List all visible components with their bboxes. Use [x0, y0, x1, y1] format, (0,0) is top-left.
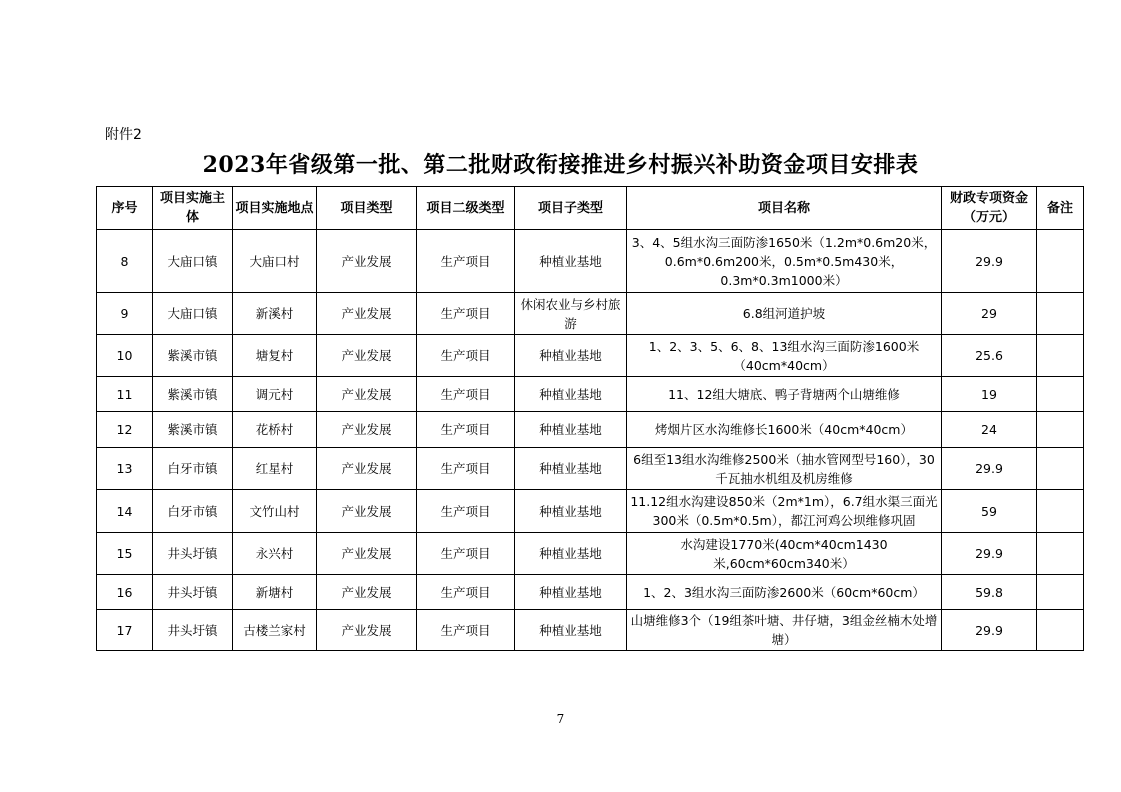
cell-subtype: 种植业基地 — [515, 533, 627, 575]
cell-funds: 59 — [942, 490, 1037, 533]
cell-name: 11、12组大塘底、鸭子背塘两个山塘维修 — [627, 377, 942, 412]
cell-funds: 29.9 — [942, 533, 1037, 575]
cell-subtype: 种植业基地 — [515, 610, 627, 651]
cell-subtype: 休闲农业与乡村旅游 — [515, 293, 627, 335]
cell-name: 6.8组河道护坡 — [627, 293, 942, 335]
cell-subtype2: 生产项目 — [417, 230, 515, 293]
cell-funds: 25.6 — [942, 335, 1037, 377]
cell-no: 12 — [97, 412, 153, 448]
cell-remarks — [1037, 412, 1084, 448]
cell-subtype2: 生产项目 — [417, 610, 515, 651]
cell-subtype2: 生产项目 — [417, 490, 515, 533]
cell-type: 产业发展 — [317, 490, 417, 533]
cell-location: 大庙口村 — [233, 230, 317, 293]
cell-no: 10 — [97, 335, 153, 377]
cell-funds: 29.9 — [942, 610, 1037, 651]
cell-funds: 29.9 — [942, 448, 1037, 490]
cell-location: 调元村 — [233, 377, 317, 412]
cell-funds: 59.8 — [942, 575, 1037, 610]
cell-no: 15 — [97, 533, 153, 575]
cell-subtype: 种植业基地 — [515, 230, 627, 293]
cell-location: 花桥村 — [233, 412, 317, 448]
cell-remarks — [1037, 230, 1084, 293]
cell-no: 9 — [97, 293, 153, 335]
table-row — [97, 490, 1084, 533]
cell-type: 产业发展 — [317, 230, 417, 293]
cell-type: 产业发展 — [317, 448, 417, 490]
cell-subtype2: 生产项目 — [417, 412, 515, 448]
cell-remarks — [1037, 293, 1084, 335]
cell-entity: 井头圩镇 — [153, 533, 233, 575]
cell-remarks — [1037, 575, 1084, 610]
cell-entity: 紫溪市镇 — [153, 377, 233, 412]
table-row — [97, 575, 1084, 610]
cell-funds: 24 — [942, 412, 1037, 448]
cell-type: 产业发展 — [317, 610, 417, 651]
cell-no: 13 — [97, 448, 153, 490]
table-row — [97, 293, 1084, 335]
table-row — [97, 335, 1084, 377]
header-funds: 财政专项资金（万元） — [942, 187, 1037, 230]
cell-subtype2: 生产项目 — [417, 448, 515, 490]
table-row — [97, 377, 1084, 412]
table-row — [97, 533, 1084, 575]
cell-subtype: 种植业基地 — [515, 490, 627, 533]
table-row — [97, 412, 1084, 448]
cell-entity: 大庙口镇 — [153, 293, 233, 335]
cell-entity: 紫溪市镇 — [153, 335, 233, 377]
header-location: 项目实施地点 — [233, 187, 317, 230]
cell-no: 17 — [97, 610, 153, 651]
header-remarks: 备注 — [1037, 187, 1084, 230]
cell-subtype2: 生产项目 — [417, 575, 515, 610]
cell-name: 烤烟片区水沟维修长1600米（40cm*40cm） — [627, 412, 942, 448]
header-type: 项目类型 — [317, 187, 417, 230]
cell-subtype2: 生产项目 — [417, 335, 515, 377]
attachment-label: 附件2 — [105, 127, 142, 143]
cell-remarks — [1037, 610, 1084, 651]
cell-entity: 井头圩镇 — [153, 575, 233, 610]
cell-entity: 紫溪市镇 — [153, 412, 233, 448]
cell-name: 3、4、5组水沟三面防渗1650米（1.2m*0.6m20米，0.6m*0.6m200米，0.5m*0.5m430米，0.3m*0.3m1000米） — [627, 230, 942, 293]
cell-entity: 大庙口镇 — [153, 230, 233, 293]
cell-subtype: 种植业基地 — [515, 377, 627, 412]
cell-type: 产业发展 — [317, 533, 417, 575]
cell-type: 产业发展 — [317, 412, 417, 448]
cell-name: 1、2、3组水沟三面防渗2600米（60cm*60cm） — [627, 575, 942, 610]
table-row — [97, 610, 1084, 651]
cell-remarks — [1037, 490, 1084, 533]
cell-no: 8 — [97, 230, 153, 293]
cell-entity: 白牙市镇 — [153, 490, 233, 533]
header-entity: 项目实施主体 — [153, 187, 233, 230]
header-name: 项目名称 — [627, 187, 942, 230]
project-table — [96, 186, 1084, 651]
table-row — [97, 230, 1084, 293]
cell-remarks — [1037, 448, 1084, 490]
cell-entity: 井头圩镇 — [153, 610, 233, 651]
cell-subtype: 种植业基地 — [515, 448, 627, 490]
page-number: 7 — [556, 712, 565, 726]
table-row — [97, 448, 1084, 490]
cell-location: 塘复村 — [233, 335, 317, 377]
cell-location: 新溪村 — [233, 293, 317, 335]
cell-subtype: 种植业基地 — [515, 575, 627, 610]
cell-funds: 19 — [942, 377, 1037, 412]
header-subtype: 项目子类型 — [515, 187, 627, 230]
cell-no: 14 — [97, 490, 153, 533]
cell-type: 产业发展 — [317, 335, 417, 377]
cell-name: 11.12组水沟建设850米（2m*1m），6.7组水渠三面光300米（0.5m*0.5m），都江河鸡公坝维修巩固 — [627, 490, 942, 533]
cell-funds: 29 — [942, 293, 1037, 335]
cell-type: 产业发展 — [317, 575, 417, 610]
cell-subtype2: 生产项目 — [417, 293, 515, 335]
cell-location: 新塘村 — [233, 575, 317, 610]
cell-subtype2: 生产项目 — [417, 533, 515, 575]
cell-subtype: 种植业基地 — [515, 412, 627, 448]
cell-no: 11 — [97, 377, 153, 412]
cell-location: 文竹山村 — [233, 490, 317, 533]
cell-remarks — [1037, 335, 1084, 377]
cell-location: 永兴村 — [233, 533, 317, 575]
cell-name: 水沟建设1770米(40cm*40cm1430米,60cm*60cm340米） — [627, 533, 942, 575]
cell-subtype2: 生产项目 — [417, 377, 515, 412]
cell-subtype: 种植业基地 — [515, 335, 627, 377]
cell-remarks — [1037, 533, 1084, 575]
cell-entity: 白牙市镇 — [153, 448, 233, 490]
cell-type: 产业发展 — [317, 293, 417, 335]
cell-location: 红星村 — [233, 448, 317, 490]
cell-name: 1、2、3、5、6、8、13组水沟三面防渗1600米（40cm*40cm） — [627, 335, 942, 377]
cell-type: 产业发展 — [317, 377, 417, 412]
cell-location: 古楼兰家村 — [233, 610, 317, 651]
table-header-row — [97, 187, 1084, 230]
cell-name: 6组至13组水沟维修2500米（抽水管网型号160），30千瓦抽水机组及机房维修 — [627, 448, 942, 490]
header-no: 序号 — [97, 187, 153, 230]
cell-remarks — [1037, 377, 1084, 412]
cell-name: 山塘维修3个（19组茶叶塘、井仔塘，3组金丝楠木处增塘） — [627, 610, 942, 651]
cell-no: 16 — [97, 575, 153, 610]
header-subtype2: 项目二级类型 — [417, 187, 515, 230]
document-title: 2023年省级第一批、第二批财政衔接推进乡村振兴补助资金项目安排表 — [202, 152, 919, 178]
cell-funds: 29.9 — [942, 230, 1037, 293]
